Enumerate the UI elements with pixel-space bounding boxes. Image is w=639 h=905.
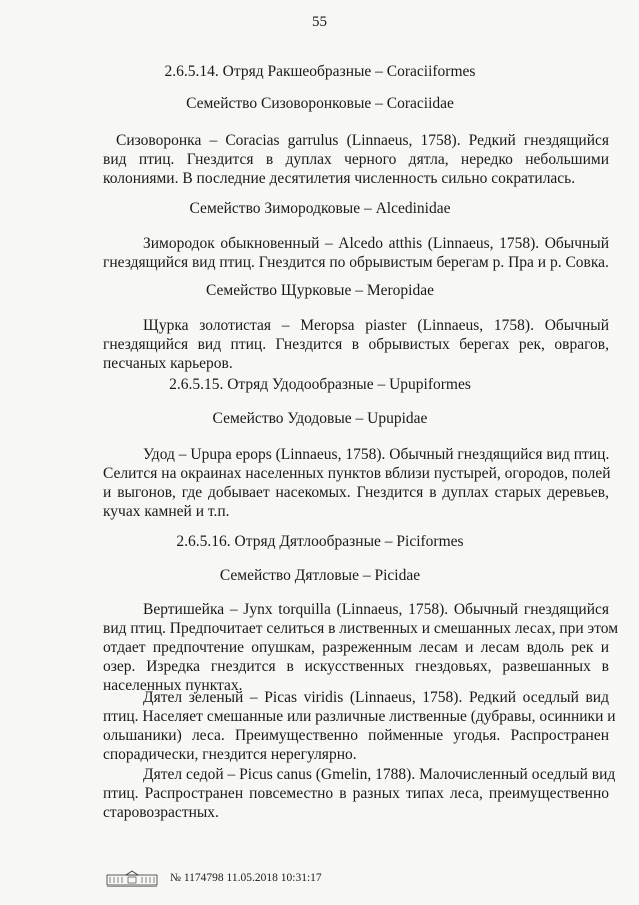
paragraph-line: населенных пунктах.: [103, 677, 243, 694]
paragraph-line: птиц. Населяет смешанные или различные лиственные (дубравы, осинники и: [103, 708, 616, 725]
family-heading-upupidae: Семейство Удодовые – Upupidae: [212, 410, 428, 427]
paragraph-line: вид птиц. Гнездится в дуплах черного дятла, нередко небольшими: [103, 151, 609, 168]
paragraph-line: гнездящийся вид птиц. Гнездится по обрывистым берегам р. Пра и р. Совка.: [103, 254, 609, 271]
paragraph-line: спорадически, гнездится нерегулярно.: [103, 746, 357, 763]
paragraph-line: кучах камней и т.п.: [103, 503, 230, 520]
paragraph-line: Дятел зеленый – Picas viridis (Linnaeus, 1758). Редкий оседлый вид: [143, 689, 609, 706]
page-number: 55: [312, 14, 327, 30]
paragraph-line: старовозрастных.: [103, 804, 219, 821]
paragraph-line: Вертишейка – Jynx torquilla (Linnaeus, 1758). Обычный гнездящийся: [143, 601, 609, 618]
paragraph-line: Зимородок обыкновенный – Alcedo atthis (Linnaeus, 1758). Обычный: [143, 235, 609, 252]
paragraph-line: Удод – Upupa epops (Linnaeus, 1758). Обычный гнездящийся вид птиц.: [143, 446, 610, 463]
paragraph-line: гнездящийся вид птиц. Гнездится в обрывистых берегах рек, оврагов,: [103, 336, 609, 353]
electronic-document-logo: [106, 870, 158, 888]
order-heading-16: 2.6.5.16. Отряд Дятлообразные – Piciformes: [176, 533, 464, 550]
paragraph-line: Сизоворонка – Coracias garrulus (Linnaeus, 1758). Редкий гнездящийся: [116, 132, 609, 149]
order-heading-15: 2.6.5.15. Отряд Удодообразные – Upupiformes: [169, 376, 471, 393]
family-heading-alcedinidae: Семейство Зимородковые – Alcedinidae: [189, 200, 451, 217]
paragraph-line: песчаных карьеров.: [103, 355, 233, 372]
family-heading-coraciidae: Семейство Сизоворонковые – Coraciidae: [186, 95, 454, 112]
family-heading-picidae: Семейство Дятловые – Picidae: [219, 567, 421, 584]
family-heading-meropidae: Семейство Щурковые – Meropidae: [206, 282, 434, 299]
paragraph-line: отдает предпочтение опушкам, разреженным лесам и лесам вдоль рек и: [103, 639, 609, 656]
order-heading-14: 2.6.5.14. Отряд Ракшеобразные – Coraciiformes: [164, 63, 476, 80]
document-number: № 1174798 11.05.2018 10:31:17: [170, 872, 322, 884]
paragraph-line: вид птиц. Предпочитает селиться в лиственных и смешанных лесах, при этом: [103, 620, 619, 637]
paragraph-line: Щурка золотистая – Meropsa piaster (Linnaeus, 1758). Обычный: [143, 317, 609, 334]
paragraph-line: озер. Изредка гнездится в искусственных гнездовьях, развешанных в: [103, 658, 609, 675]
paragraph-line: птиц. Распространен повсеместно в разных типах леса, преимущественно: [103, 785, 609, 802]
paragraph-line: ольшаники) леса. Преимущественно пойменные угодья. Распространен: [103, 727, 609, 744]
paragraph-line: и выгонов, где добывает насекомых. Гнездится в дуплах старых деревьев,: [103, 484, 609, 501]
paragraph-line: Селится на окраинах населенных пунктов вблизи пустырей, огородов, полей: [103, 465, 611, 482]
paragraph-line: Дятел седой – Picus canus (Gmelin, 1788). Малочисленный оседлый вид: [143, 766, 616, 783]
paragraph-line: колониями. В последние десятилетия численность сильно сократилась.: [103, 170, 576, 187]
